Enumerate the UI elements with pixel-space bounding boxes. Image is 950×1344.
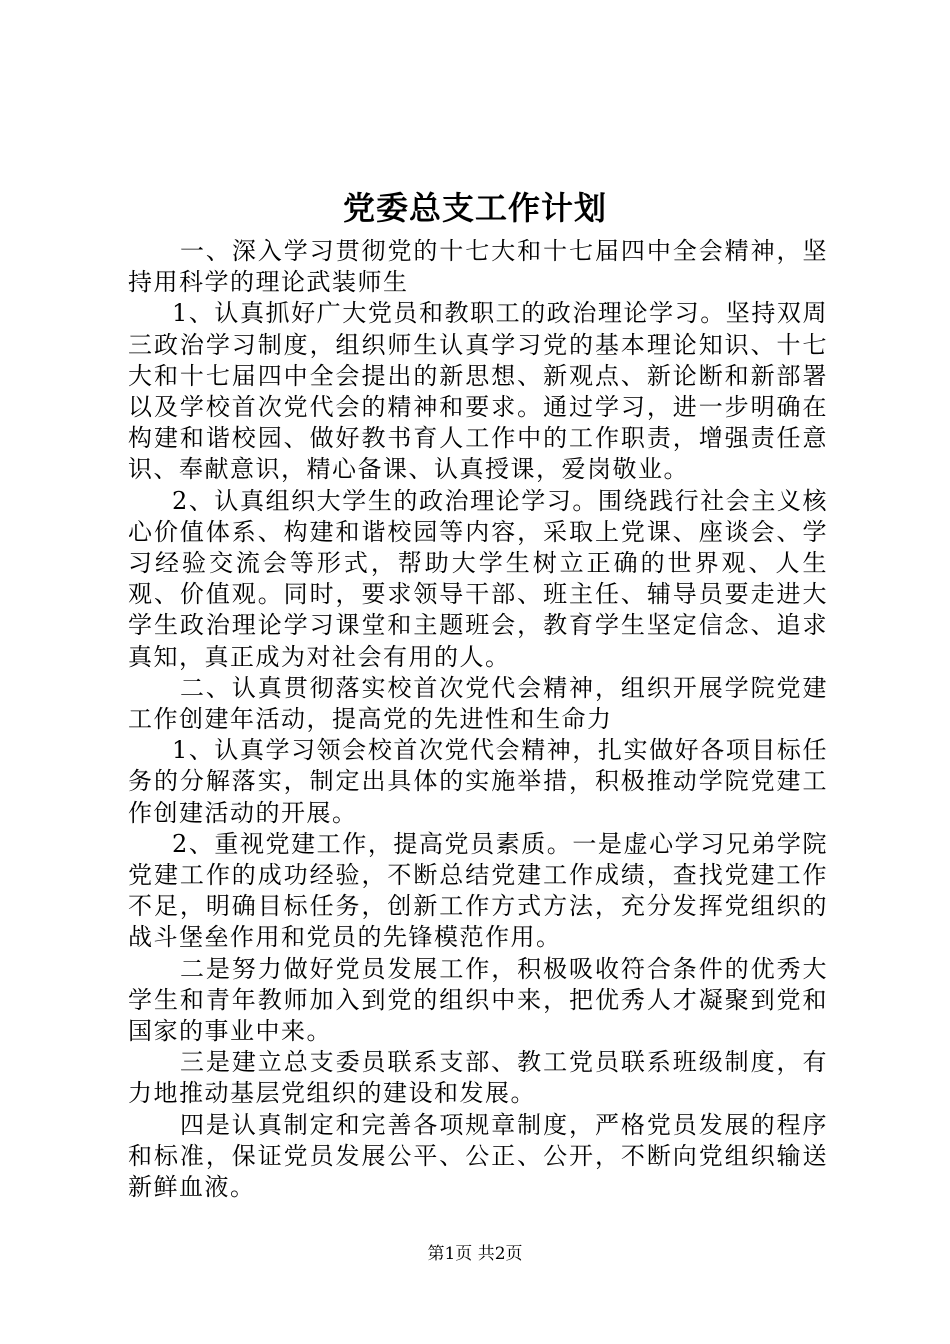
paragraph-2-2: 2、重视党建工作，提高党员素质。一是虚心学习兄弟学院党建工作的成功经验，不断总结党建工作成绩，查找党建工作不足，明确目标任务，创新工作方式方法，充分发挥党组织的战斗堡垒作用和党员的先锋模范作用。 bbox=[128, 829, 828, 952]
section-heading-2: 二、认真贯彻落实校首次党代会精神，组织开展学院党建工作创建年活动，提高党的先进性和生命力 bbox=[128, 673, 828, 734]
paragraph-1-2: 2、认真组织大学生的政治理论学习。围绕践行社会主义核心价值体系、构建和谐校园等内容，采取上党课、座谈会、学习经验交流会等形式，帮助大学生树立正确的世界观、人生观、价值观。同时，要求领导干部、班主任、辅导员要走进大学生政治理论学习课堂和主题班会，教育学生坚定信念、追求真知，真正成为对社会有用的人。 bbox=[128, 486, 828, 671]
document-body bbox=[128, 236, 828, 1203]
paragraph-1-1: 1、认真抓好广大党员和教职工的政治理论学习。坚持双周三政治学习制度，组织师生认真学习党的基本理论知识、十七大和十七届四中全会提出的新思想、新观点、新论断和新部署以及学校首次党代会的精神和要求。通过学习，进一步明确在构建和谐校园、做好教书育人工作中的工作职责，增强责任意识、奉献意识，精心备课、认真授课，爱岗敬业。 bbox=[128, 299, 828, 484]
section-heading-1: 一、深入学习贯彻党的十七大和十七届四中全会精神，坚持用科学的理论武装师生 bbox=[128, 237, 828, 297]
document-title: 党委总支工作计划 bbox=[342, 189, 607, 227]
paragraph-2-3: 二是努力做好党员发展工作，积极吸收符合条件的优秀大学生和青年教师加入到党的组织中来，把优秀人才凝聚到党和国家的事业中来。 bbox=[128, 954, 828, 1046]
paragraph-2-1: 1、认真学习领会校首次党代会精神，扎实做好各项目标任务的分解落实，制定出具体的实施举措，积极推动学院党建工作创建活动的开展。 bbox=[128, 736, 828, 827]
paragraph-2-5: 四是认真制定和完善各项规章制度，严格党员发展的程序和标准，保证党员发展公平、公正、公开，不断向党组织输送新鲜血液。 bbox=[128, 1110, 828, 1202]
page-number: 第1页 共2页 bbox=[427, 1244, 523, 1264]
paragraph-2-4: 三是建立总支委员联系支部、教工党员联系班级制度，有力地推动基层党组织的建设和发展。 bbox=[128, 1048, 828, 1108]
